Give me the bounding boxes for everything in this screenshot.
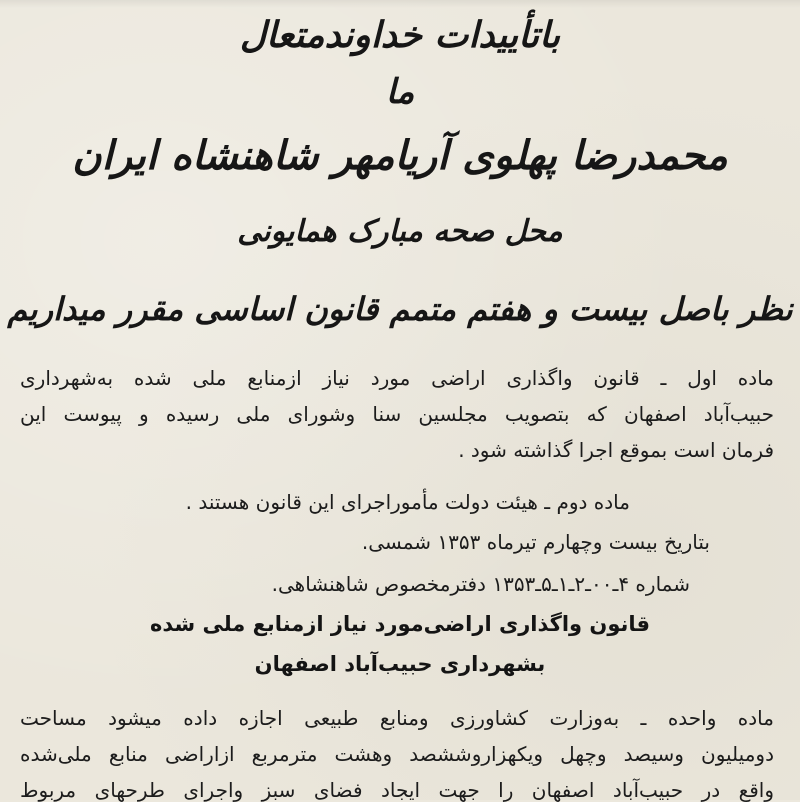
law-title-line-1: قانون واگذاری اراضی‌مورد نیاز ازمنابع ملی شده	[149, 612, 651, 636]
decree-we: ما	[385, 72, 415, 112]
royal-signature-place: محل صحه مبارک همایونی	[237, 214, 563, 249]
scan-edge-shadow	[0, 0, 800, 8]
article-1-line-2: حبیب‌آباد اصفهان که بتصویب مجلسین سنا وشورای ملی رسیده و پیوست این	[20, 402, 774, 426]
decree-number: شماره ۴ـ۰۰ـ۲ـ۱ـ۵ـ۱۳۵۳ دفترمخصوص شاهنشاهی.	[271, 572, 690, 596]
decree-invocation: باتأییدات خداوندمتعال	[239, 14, 561, 56]
decree-date: بتاریخ بیست وچهارم تیرماه ۱۳۵۳ شمسی.	[361, 530, 710, 554]
article-2: ماده دوم ـ هیئت دولت مأموراجرای این قانون هستند .	[185, 490, 630, 514]
article-1-line-3: فرمان است بموقع اجرا گذاشته شود .	[458, 438, 774, 462]
law-title-line-2: بشهرداری حبیب‌آباد اصفهان	[254, 652, 546, 676]
single-article-line-1: ماده واحده ـ به‌وزارت کشاورزی ومنابع طبیعی اجازه داده میشود مساحت	[20, 706, 774, 730]
article-1-line-1: ماده اول ـ قانون واگذاری اراضی مورد نیاز ازمنابع ملی شده به‌شهرداری	[20, 366, 774, 390]
decree-preamble: نظر باصل بیست و هفتم متمم قانون اساسی مقرر میداریم	[7, 290, 793, 328]
decree-shah-title: محمدرضا پهلوی آریامهر شاهنشاه ایران	[72, 132, 728, 179]
single-article-line-3: واقع در حبیب‌آباد اصفهان را جهت ایجاد فضای سبز واجرای طرحهای مربوط	[20, 778, 774, 802]
single-article-line-2: دومیلیون وسیصد وچهل ویکهزاروششصد وهشت مترمربع ازاراضی منابع ملی‌شده	[20, 742, 774, 766]
